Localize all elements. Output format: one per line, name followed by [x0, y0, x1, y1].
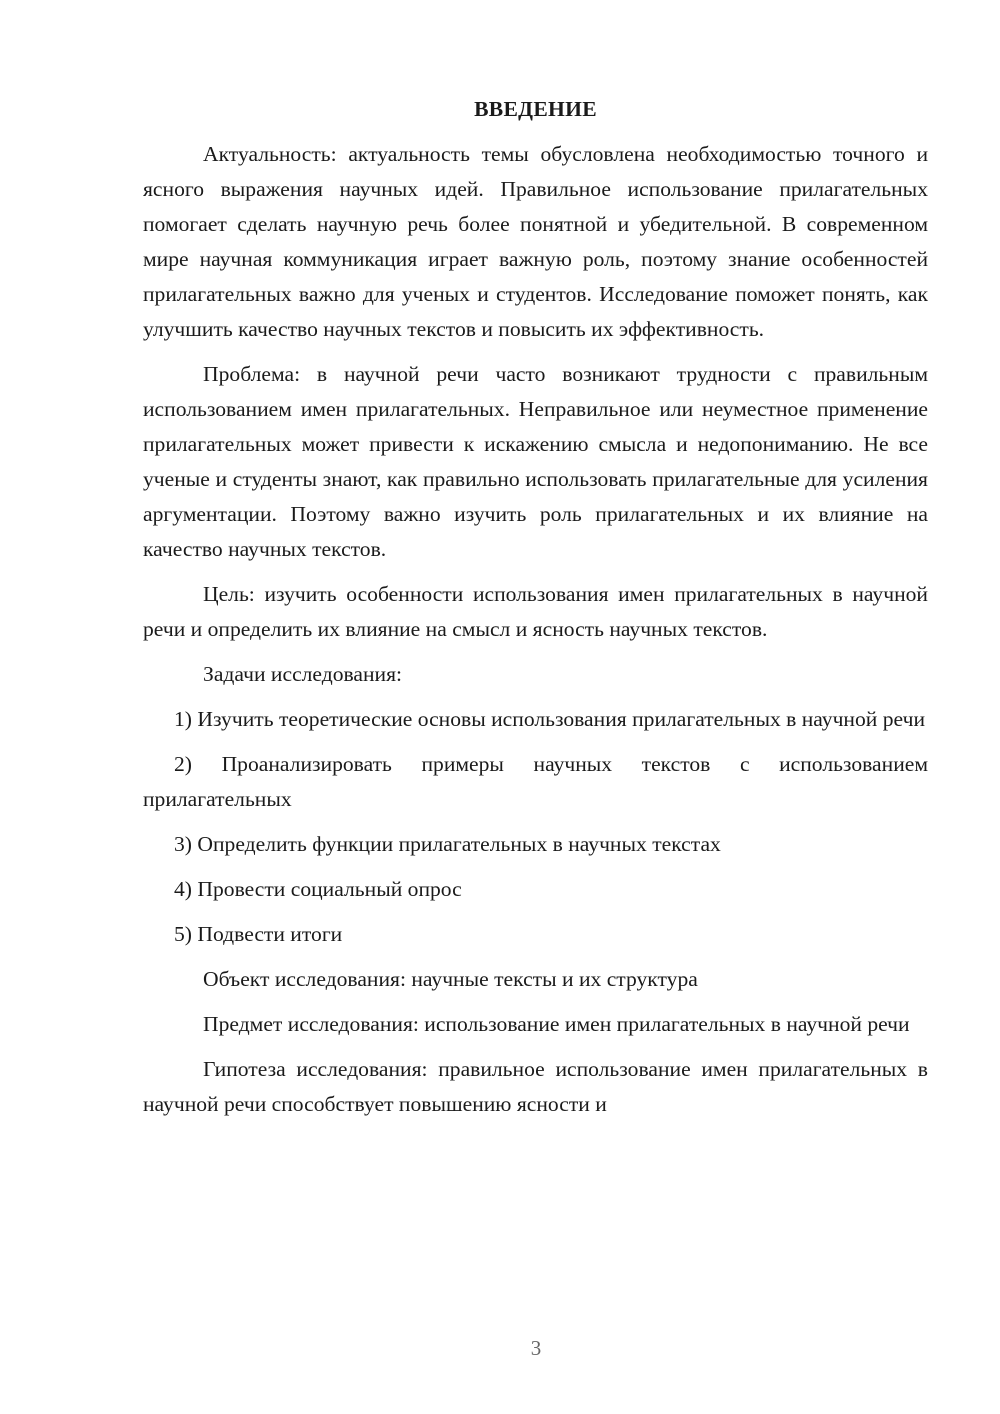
subject-paragraph: Предмет исследования: использование имен прилагательных в научной речи	[203, 1012, 910, 1036]
hypothesis-paragraph: Гипотеза исследования: правильное использование имен прилагательных в научной речи способствует повышению ясности и	[143, 1057, 928, 1116]
task-item-4: 4) Провести социальный опрос	[174, 877, 462, 901]
page-number: 3	[530, 1336, 542, 1360]
task-item-3: 3) Определить функции прилагательных в научных текстах	[174, 832, 721, 856]
problem-paragraph: Проблема: в научной речи часто возникают трудности с правильным использованием имен прилагательных. Неправильное или неуместное применение прилагательных может привести к искажению смысла и недопониманию. Не все ученые и студенты знают, как правильно использовать прилагательные для усиления аргументации. Поэтому важно изучить роль прилагательных и их влияние на качество научных текстов.	[143, 362, 928, 561]
task-item-5: 5) Подвести итоги	[174, 922, 343, 946]
task-item-2: 2) Проанализировать примеры научных текстов с использованием прилагательных	[143, 752, 928, 811]
task-item-1: 1) Изучить теоретические основы использования прилагательных в научной речи	[174, 707, 926, 731]
tasks-heading: Задачи исследования:	[203, 662, 403, 686]
goal-paragraph: Цель: изучить особенности использования имен прилагательных в научной речи и определить их влияние на смысл и ясность научных текстов.	[143, 582, 928, 641]
object-paragraph: Объект исследования: научные тексты и их структура	[203, 967, 698, 991]
page-title: ВВЕДЕНИЕ	[474, 97, 597, 121]
document-page	[143, 92, 928, 1132]
relevance-paragraph: Актуальность: актуальность темы обусловлена необходимостью точного и ясного выражения научных идей. Правильное использование прилагательных помогает сделать научную речь более понятной и убедительной. В современном мире научная коммуникация играет важную роль, поэтому знание особенностей прилагательных важно для ученых и студентов. Исследование поможет понять, как улучшить качество научных текстов и повысить их эффективность.	[143, 142, 928, 341]
